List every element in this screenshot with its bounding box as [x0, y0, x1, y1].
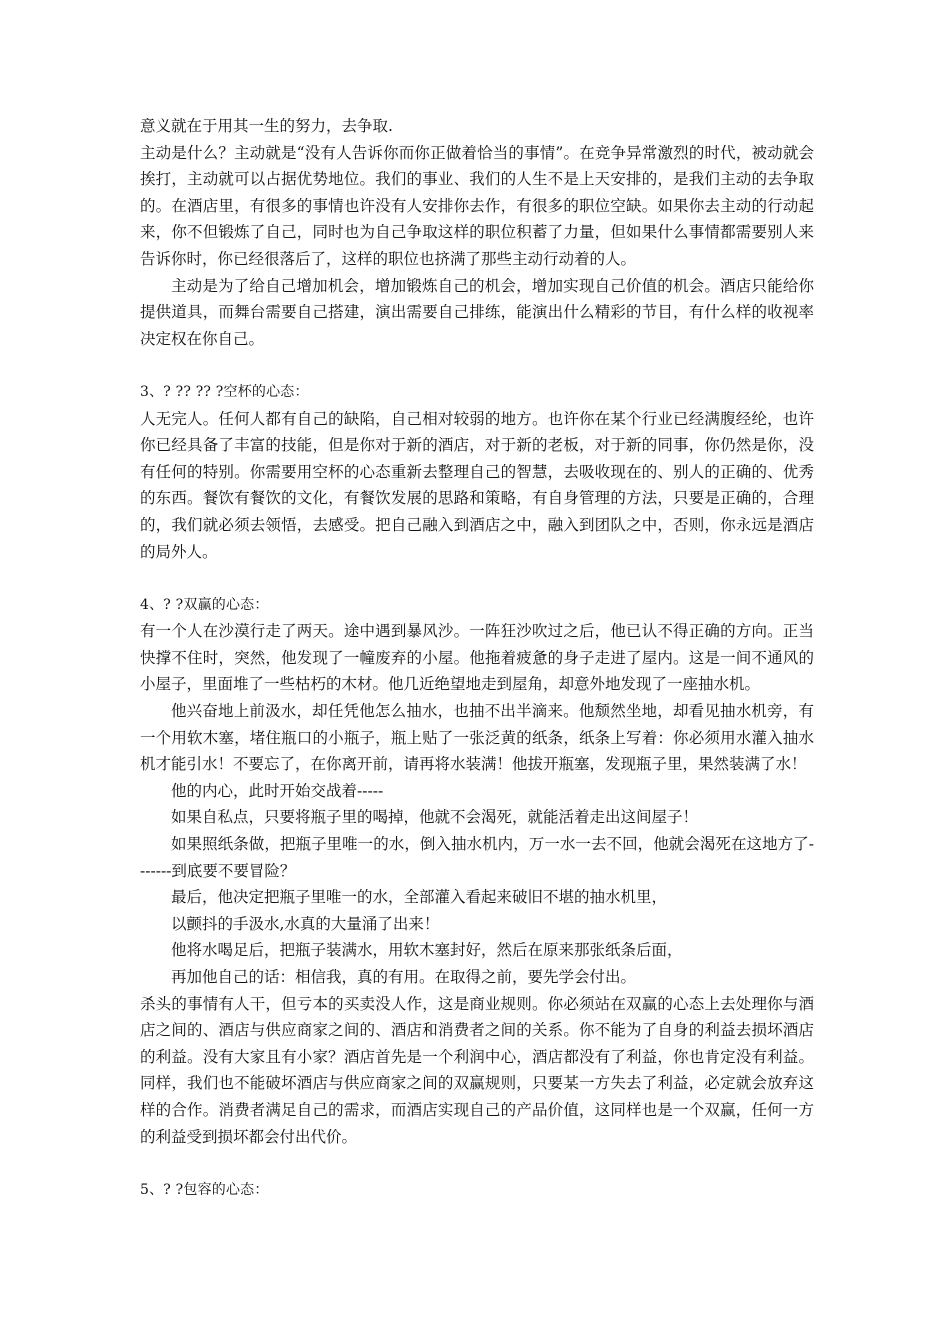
body-paragraph: 主动是什么？主动就是“没有人告诉你而你正做着恰当的事情”。在竞争异常激烈的时代，被动就会挨打，主动就可以占据优势地位。我们的事业、我们的人生不是上天安排的，是我们主动的去争取的。在酒店里，有很多的事情也许没有人安排你去作，有很多的职位空缺。如果你去主动的行动起来，你不但锻炼了自己，同时也为自己争取这样的职位积蓄了力量，但如果什么事情都需要别人来告诉你时，你已经很落后了，这样的职位也挤满了那些主动行动着的人。: [140, 143, 814, 268]
section-heading: 4、? ?双赢的心态：: [140, 596, 269, 613]
body-paragraph: 再加他自己的话：相信我，真的有用。在取得之前，要先学会付出。: [171, 968, 637, 986]
document-page: [140, 113, 814, 1203]
paragraph-spacer: [140, 1150, 814, 1177]
section-heading: 3、? ?? ?? ?空杯的心态：: [140, 383, 309, 400]
body-paragraph: 如果照纸条做，把瓶子里唯一的水，倒入抽水机内，万一水一去不回，他就会渴死在这地方了-------到底要不要冒险？: [140, 835, 814, 880]
body-paragraph: 最后，他决定把瓶子里唯一的水，全部灌入看起来破旧不堪的抽水机里，: [171, 888, 668, 907]
body-paragraph: 杀头的事情有人干，但亏本的买卖没人作，这是商业规则。你必须站在双赢的心态上去处理你与酒店之间的、酒店与供应商家之间的、酒店和消费者之间的关系。你不能为了自身的利益去损坏酒店的利益。没有大家且有小家？酒店首先是一个利润中心，酒店都没有了利益，你也肯定没有利益。同样，我们也不能破坏酒店与供应商家之间的双赢规则，只要某一方失去了利益，必定就会放弃这样的合作。消费者满足自己的需求，而酒店实现自己的产品价值，这同样也是一个双赢，任何一方的利益受到损坏都会付出代价。: [140, 994, 814, 1146]
body-paragraph: 有一个人在沙漠行走了两天。途中遇到暴风沙。一阵狂沙吹过之后，他已认不得正确的方向。正当快撑不住时，突然，他发现了一幢废弃的小屋。他拖着疲惫的身子走进了屋内。这是一间不通风的小屋子，里面堆了一些枯朽的木材。他几近绝望地走到屋角，却意外地发现了一座抽水机。: [140, 622, 814, 694]
body-paragraph: 他的内心，此时开始交战着-----: [171, 781, 384, 800]
body-paragraph: 意义就在于用其一生的努力，去争取.: [140, 117, 393, 135]
paragraph-spacer: [140, 352, 814, 379]
body-paragraph: 他将水喝足后，把瓶子装满水，用软木塞封好，然后在原来那张纸条后面，: [171, 941, 683, 960]
body-paragraph: 以颤抖的手汲水,水真的大量涌了出来！: [171, 914, 440, 933]
paragraph-spacer: [140, 565, 814, 592]
body-paragraph: 他兴奋地上前汲水，却任凭他怎么抽水，也抽不出半滴来。他颓然坐地，却看见抽水机旁，有一个用软木塞，堵住瓶口的小瓶子，瓶上贴了一张泛黄的纸条，纸条上写着：你必须用水灌入抽水机才能引水！不要忘了，在你离开前，请再将水装满！他拔开瓶塞，发现瓶子里，果然装满了水！: [140, 702, 814, 774]
body-paragraph: 如果自私点，只要将瓶子里的喝掉，他就不会渴死，就能活着走出这间屋子！: [171, 808, 699, 827]
section-heading: 5、? ?包容的心态：: [140, 1181, 269, 1198]
body-paragraph: 人无完人。任何人都有自己的缺陷，自己相对较弱的地方。也许你在某个行业已经满腹经纶，也许你已经具备了丰富的技能，但是你对于新的酒店，对于新的老板，对于新的同事，你仍然是你，没有任何的特别。你需要用空杯的心态重新去整理自己的智慧，去吸收现在的、别人的正确的、优秀的东西。餐饮有餐饮的文化，有餐饮发展的思路和策略，有自身管理的方法，只要是正确的，合理的，我们就必须去领悟，去感受。把自己融入到酒店之中，融入到团队之中，否则，你永远是酒店的局外人。: [140, 409, 814, 561]
body-paragraph: 主动是为了给自己增加机会，增加锻炼自己的机会，增加实现自己价值的机会。酒店只能给你提供道具，而舞台需要自己搭建，演出需要自己排练，能演出什么精彩的节目，有什么样的收视率决定权在你自己。: [140, 276, 814, 348]
